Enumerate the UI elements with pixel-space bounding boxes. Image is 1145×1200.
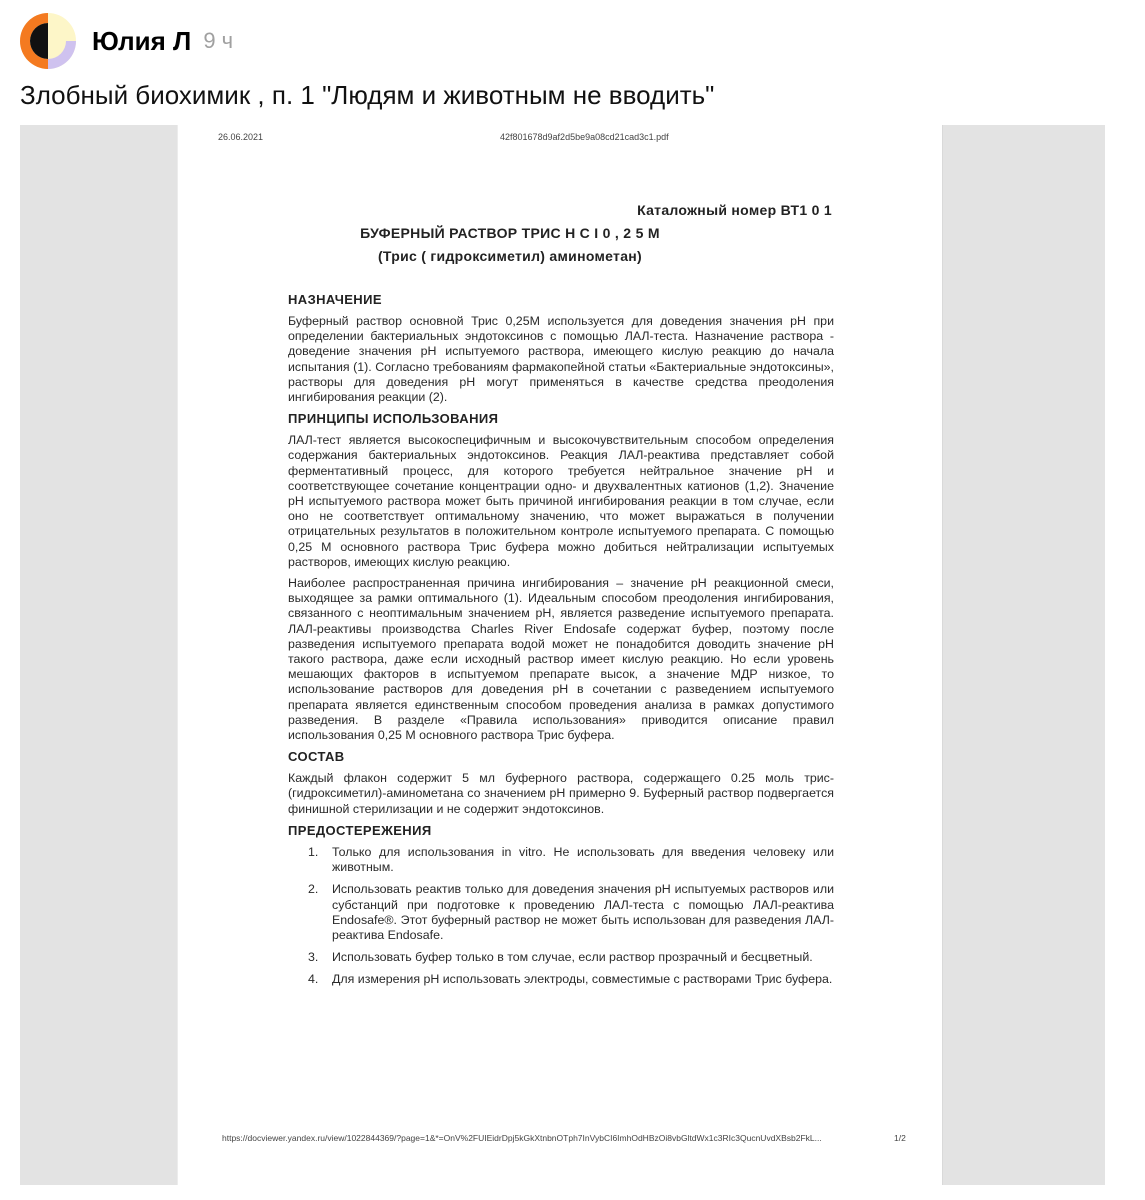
post-image[interactable] <box>20 125 1105 1185</box>
scanned-document-page <box>178 125 942 1185</box>
precautions-list <box>288 845 834 988</box>
list-item: 1. Только для использования in vitro. Не использовать для введения человеку или животным. <box>308 844 834 875</box>
section-heading-precautions: ПРЕДОСТЕРЕЖЕНИЯ <box>288 822 432 838</box>
section-heading-purpose: НАЗНАЧЕНИЕ <box>288 292 382 307</box>
post-header <box>20 12 233 70</box>
avatar[interactable] <box>20 13 76 69</box>
document-filename: 42f801678d9af2d5be9a08cd21cad3c1.pdf <box>500 132 669 142</box>
document-footer-url: https://docviewer.yandex.ru/view/1022844369/?page=1&*=OnV%2FUIEidrDpj5kGkXtnbnOTph7InVybCI6ImhOdHBzOi8vbGltdWx1c3RIc3QucnUvdXBsb2FkL... <box>222 1133 822 1143</box>
document-subtitle: (Трис ( гидроксиметил) аминометан) <box>377 248 643 264</box>
principles-paragraph-2: Наиболее распространенная причина ингибирования – значение рН реакционной смеси, выходящее за рамки оптимального (1). Идеальным способом преодоления ингибирования, связанного с неоптимальным значением рН, является разведение испытуемого препарата. ЛАЛ-реактивы производства Charles River Endosafe содержат буфер, поэтому после разведения испытуемого препарата водой может не понадобится доводить значение рН такого раствора, даже если исходный раствор имеет кислую реакцию. Но если уровень мешающих факторов в испытуемом препарате высок, а значение МДР низкое, то использование растворов для доведения рН в сочетании с разведением испытуемого препарата является единственным способом проведения анализа в рамках допустимого разведения. В разделе «Правила использования» приводится описание правил использования 0,25 М основного раствора Трис буфера. <box>288 576 834 743</box>
purpose-text: Буферный раствор основной Трис 0,25М используется для доведения значения рН при определении бактериальных эндотоксинов с помощью ЛАЛ-теста. Назначение раствора - доведение значения рН испытуемого раствора, имеющего кислую реакцию до начала испытания (1). Согласно требованиям фармакопейной статьи «Бактериальные эндотоксины», растворы для доведения рН могут применяться в качестве средства преодоления ингибирования реакции (2). <box>288 314 834 405</box>
section-heading-composition: СОСТАВ <box>288 749 345 765</box>
document-body <box>288 292 834 995</box>
document-title: БУФЕРНЫЙ РАСТВОР ТРИС Н С I 0 , 2 5 М <box>360 225 660 241</box>
composition-text: Каждый флакон содержит 5 мл буферного раствора, содержащего 0.25 моль трис-(гидроксиметил)-аминометана со значением рН примерно 9. Буферный раствор подвергается финишной стерилизации и не содержит эндотоксинов. <box>288 771 834 816</box>
principles-paragraph-1: ЛАЛ-тест является высокоспецифичным и высокочувствительным способом определения содержания бактериальных эндотоксинов. Реакция ЛАЛ-реактива представляет собой ферментативный процесс, для которого требуется нейтральное значение рН и соответствующее сочетание концентрации одно- и двухвалентных катионов (1,2). Значение рН испытуемого раствора может быть причиной ингибирования реакции в том случае, если оно не соответствует оптимальному значению, что может выражаться в получении отрицательных результатов в положительном контроле испытуемого препарата. С помощью 0,25 М основного раствора Трис буфера можно добиться нейтрализации испытуемых растворов, имеющих кислую реакцию. <box>288 433 834 569</box>
catalog-number: Каталожный номер ВТ1 0 1 <box>637 202 832 218</box>
list-item: 4. Для измерения рН использовать электроды, совместимые с растворами Трис буфера. <box>308 972 833 987</box>
author-name[interactable]: Юлия Л <box>92 25 192 56</box>
post-title: Злобный биохимик , п. 1 "Людям и животным не вводить" <box>20 80 715 110</box>
post-time: 9 ч <box>203 28 234 53</box>
list-item: 3. Использовать буфер только в том случае, если раствор прозрачный и бесцветный. <box>308 950 813 965</box>
list-item: 2. Использовать реактив только для доведения значения рН испытуемых растворов или субстанций при подготовке к проведению ЛАЛ-теста с помощью ЛАЛ-реактива Endosafe®. Этот буферный раствор не может быть использован для разведения ЛАЛ-реактива Endosafe. <box>308 882 834 942</box>
section-heading-principles: ПРИНЦИПЫ ИСПОЛЬЗОВАНИЯ <box>288 411 499 427</box>
document-page-number: 1/2 <box>894 1133 906 1143</box>
document-date: 26.06.2021 <box>218 132 264 142</box>
